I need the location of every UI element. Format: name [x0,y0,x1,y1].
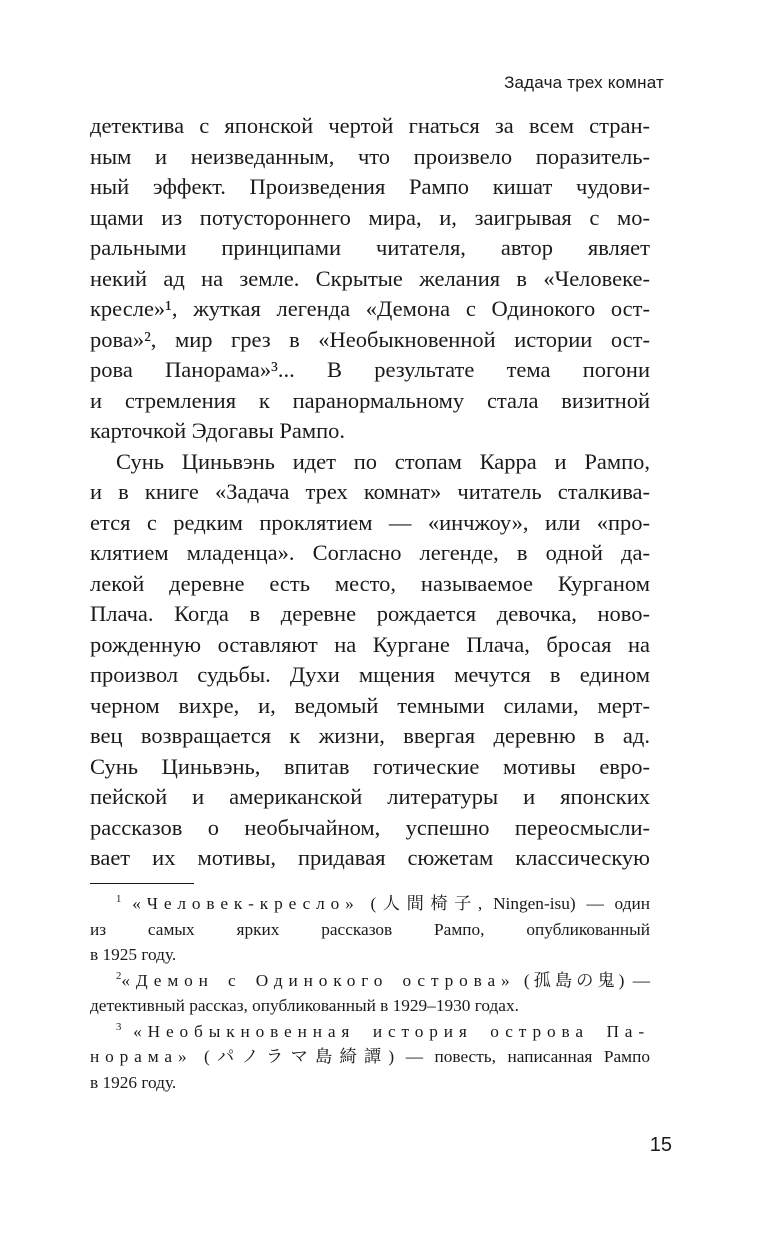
text-line: Плача. Когда в деревне рождается девочка, ново- [90,601,650,626]
text-line: детектива с японской чертой гнаться за всем стран- [90,113,650,138]
footnote-3 [90,1019,650,1045]
main-text [90,111,650,874]
footnote-line: из самых ярких рассказов Рампо, опубликованный [90,919,650,939]
text-line: черном вихре, и, ведомый темными силами, мерт- [90,692,650,718]
text-line: некий ад на земле. Скрытые желания в «Человеке- [90,265,650,291]
footnote-1 [90,891,650,917]
text-line: и в книге «Задача трех комнат» читатель сталкива- [90,479,650,504]
text-line: щами из потустороннего мира, и, заигрывая с мо- [90,204,650,230]
footnote-text: (人間椅子, Ningen-isu) — один [359,894,650,913]
footnote-title: «Человек-кресло» [132,894,360,913]
text-line: вает их мотивы, придавая сюжетам классическую [90,845,650,870]
text-line: и стремления к паранормальному стала визитной [90,387,650,413]
footnote-text: (パノラマ島綺譚) — повесть, написанная Рампо [192,1047,650,1066]
text-line: рова Панорама»³... В результате тема погони [90,357,650,382]
footnote-title: «Необыкновенная история острова Па- [133,1021,650,1041]
footnote-title: норама» [90,1047,193,1066]
text-line: пейской и американской литературы и японских [90,784,650,809]
footnote-marker: 2 [116,969,122,982]
footnote-line: в 1926 году. [90,1072,177,1092]
text-line: произвол судьбы. Духи мщения мечутся в едином [90,662,650,687]
text-line: вец возвращается к жизни, ввергая деревню в ад. [90,723,650,748]
text-line: карточкой Эдогавы Рампо. [90,418,345,443]
footnote-2 [90,968,650,994]
text-line: Сунь Циньвэнь, впитав готические мотивы евро- [90,753,650,779]
footnote-marker: 1 [116,893,122,906]
page-number: 15 [649,1134,672,1156]
running-header: Задача трех комнат [504,73,664,92]
text-line: рожденную оставляют на Кургане Плача, бросая на [90,631,650,657]
footnotes [90,891,650,1095]
text-line: Сунь Циньвэнь идет по стопам Карра и Рампо, [116,448,650,474]
text-line: лекой деревне есть место, называемое Курганом [90,570,650,596]
text-line: ным и неизведанным, что произвело поразитель- [90,143,650,169]
text-line: кресле»¹, жуткая легенда «Демона с Одинокого ост- [90,296,650,321]
footnote-divider [90,883,194,884]
text-line: ральными принципами читателя, автор являет [90,235,650,260]
footnote-text: (孤島の鬼) — [515,970,650,990]
text-line: рова»², мир грез в «Необыкновенной истории ост- [90,326,650,352]
footnote-title: «Демон с Одинокого острова» [121,970,516,990]
text-line: ный эффект. Произведения Рампо кишат чудови- [90,174,650,199]
text-line: клятием младенца». Согласно легенде, в одной да- [90,540,650,565]
text-line: рассказов о необычайном, успешно переосмысли- [90,814,650,840]
footnote-line: в 1925 году. [90,945,177,964]
footnote-line: детективный рассказ, опубликованный в 1929–1930 годах. [90,996,519,1015]
footnote-line [90,1044,650,1070]
footnote-marker: 3 [116,1020,122,1033]
text-line: ется с редким проклятием — «инчжоу», или «про- [90,509,650,535]
